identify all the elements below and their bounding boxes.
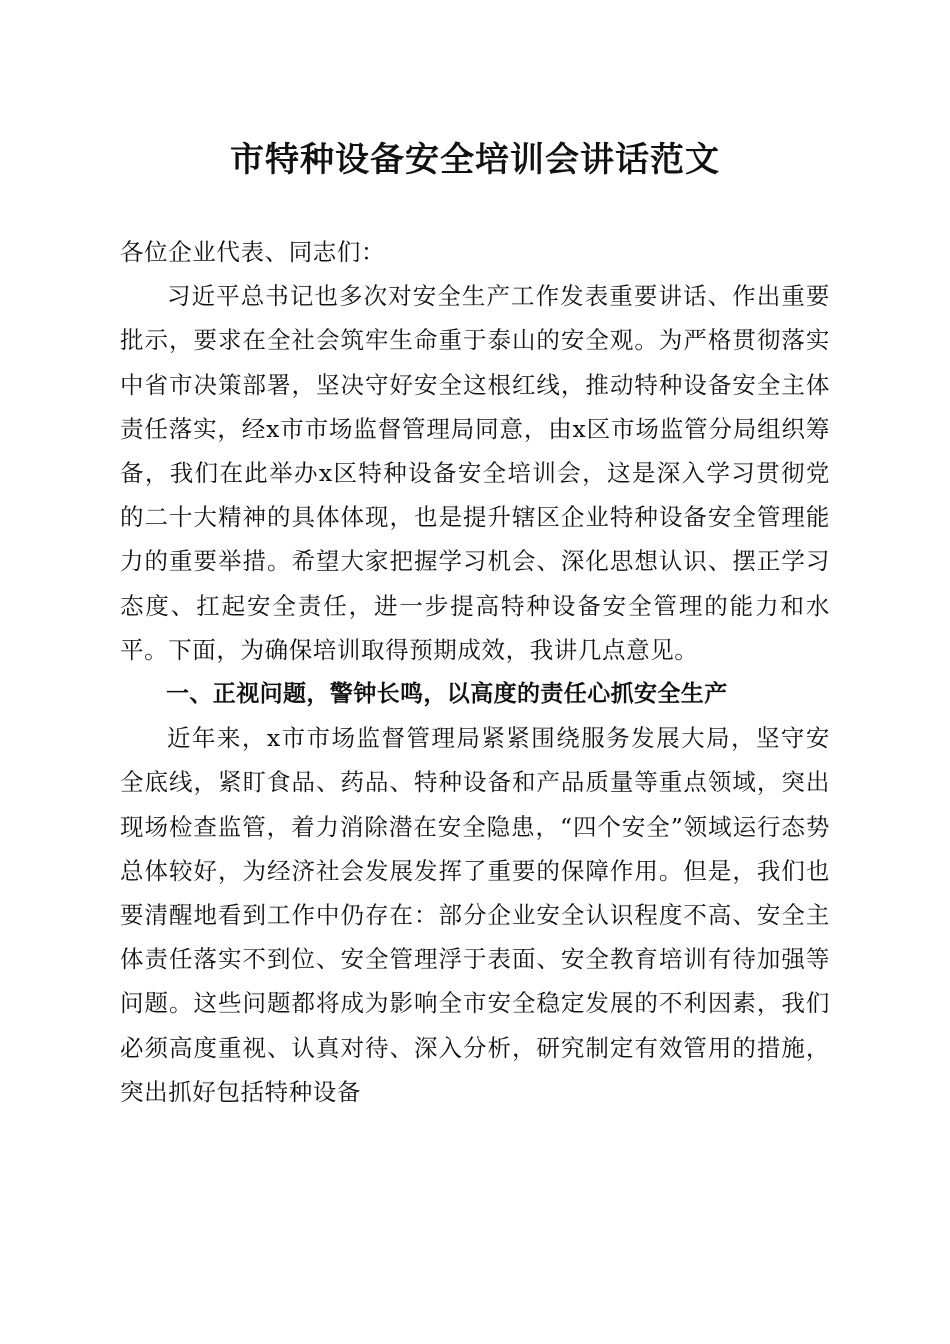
intro-paragraph: 习近平总书记也多次对安全生产工作发表重要讲话、作出重要批示，要求在全社会筑牢生命重于泰山的安全观。为严格贯彻落实中省市决策部署，坚决守好安全这根红线，推动特种设备安全主体责任落实，经x市市场监督管理局同意，由x区市场监管分局组织筹备，我们在此举办x区特种设备安全培训会，这是深入学习贯彻党的二十大精神的具体体现，也是提升辖区企业特种设备安全管理能力的重要举措。希望大家把握学习机会、深化思想认识、摆正学习态度、扛起安全责任，进一步提高特种设备安全管理的能力和水平。下面，为确保培训取得预期成效，我讲几点意见。 — [120, 282, 830, 664]
section-heading: 一、正视问题，警钟长鸣，以高度的责任心抓安全生产 — [166, 681, 728, 708]
salutation: 各位企业代表、同志们： — [120, 238, 386, 266]
document-title: 市特种设备安全培训会讲话范文 — [230, 140, 720, 180]
document-body — [120, 230, 830, 1114]
section-paragraph: 近年来，x市市场监督管理局紧紧围绕服务发展大局，坚守安全底线，紧盯食品、药品、特种设备和产品质量等重点领域，突出现场检查监管，着力消除潜在安全隐患，“四个安全”领域运行态势总体较好，为经济社会发展发挥了重要的保障作用。但是，我们也要清醒地看到工作中仍存在：部分企业安全认识程度不高、安全主体责任落实不到位、安全管理浮于表面、安全教育培训有待加强等问题。这些问题都将成为影响全市安全稳定发展的不利因素，我们必须高度重视、认真对待、深入分析，研究制定有效管用的措施，突出抓好包括特种设备 — [120, 724, 830, 1106]
